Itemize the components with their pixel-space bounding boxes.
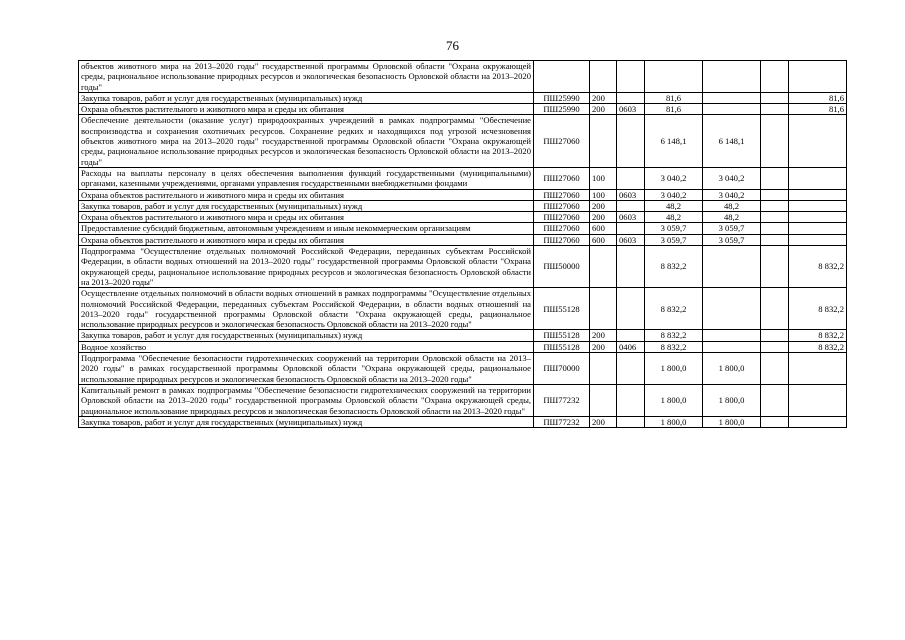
row-code-cell: ПШ27060 <box>534 115 590 167</box>
row-regional-cell: 3 040,2 <box>703 167 761 189</box>
row-code-cell: ПШ77232 <box>534 384 590 416</box>
row-extra-cell <box>761 104 789 115</box>
row-federal-cell <box>789 115 847 167</box>
row-name-cell: Обеспечение деятельности (оказание услуг) природоохранных учреждений в рамках подпрограммы "Обеспечение воспроизводства и сохранения охотничьих ресурсов. Сохранение редких и находящихся под угрозой исчезновения объектов животного мира на 2013–2020 годы" государственной программы Орловской области "Охрана окружающей среды, рациональное использование природных ресурсов и экологическая безопасность Орловской области на 2013–2020 годы" <box>79 115 534 167</box>
row-expense-type-cell: 200 <box>590 92 617 103</box>
row-name-cell: Предоставление субсидий бюджетным, автономным учреждениям и иным некоммерческим организациям <box>79 223 534 234</box>
row-extra-cell <box>761 330 789 341</box>
row-total-cell: 8 832,2 <box>645 246 703 288</box>
row-federal-cell: 81,6 <box>789 104 847 115</box>
table-row <box>79 212 847 223</box>
row-section-cell <box>617 223 645 234</box>
row-regional-cell <box>703 104 761 115</box>
row-section-cell <box>617 416 645 427</box>
row-code-cell <box>534 61 590 93</box>
row-expense-type-cell: 200 <box>590 200 617 211</box>
row-extra-cell <box>761 92 789 103</box>
row-name-cell: Охрана объектов растительного и животного мира и среды их обитания <box>79 189 534 200</box>
row-federal-cell <box>789 212 847 223</box>
row-regional-cell <box>703 92 761 103</box>
row-total-cell: 1 800,0 <box>645 384 703 416</box>
row-name-cell: Охрана объектов растительного и животного мира и среды их обитания <box>79 104 534 115</box>
row-federal-cell <box>789 167 847 189</box>
row-name-cell: Охрана объектов растительного и животного мира и среды их обитания <box>79 234 534 245</box>
row-total-cell: 48,2 <box>645 200 703 211</box>
row-total-cell: 3 059,7 <box>645 234 703 245</box>
row-name-cell: Осуществление отдельных полномочий в области водных отношений в рамках подпрограммы "Осуществление отдельных полномочий Российской Федерации, переданных субъектам Российской Федерации, в области водных отношений на 2013–2020 годы" государственной программы Орловской области "Охрана окружающей среды, рациональное использование природных ресурсов и экологическая безопасность Орловской области на 2013–2020 годы" <box>79 288 534 330</box>
table-row <box>79 92 847 103</box>
row-section-cell <box>617 200 645 211</box>
row-federal-cell: 8 832,2 <box>789 246 847 288</box>
table-row <box>79 416 847 427</box>
page-number: 76 <box>446 38 459 53</box>
row-expense-type-cell: 200 <box>590 341 617 352</box>
row-federal-cell <box>789 384 847 416</box>
row-expense-type-cell: 100 <box>590 167 617 189</box>
row-extra-cell <box>761 212 789 223</box>
row-code-cell: ПШ77232 <box>534 416 590 427</box>
row-extra-cell <box>761 341 789 352</box>
row-extra-cell <box>761 384 789 416</box>
row-name-cell: Капитальный ремонт в рамках подпрограммы "Обеспечение безопасности гидротехнических сооружений на территории Орловской области на 2013–2020 годы" государственной программы Орловской области "Охрана окружающей среды, рациональное использование природных ресурсов и экологическая безопасность Орловской области на 2013–2020 годы" <box>79 384 534 416</box>
row-name-cell: Подпрограмма "Осуществление отдельных полномочий Российской Федерации, переданных субъектам Российской Федерации, в области водных отношений на 2013–2020 годы" государственной программы Орловской области "Охрана окружающей среды, рациональное использование природных ресурсов и экологическая безопасность Орловской области на 2013–2020 годы" <box>79 246 534 288</box>
table-row <box>79 223 847 234</box>
row-total-cell: 8 832,2 <box>645 330 703 341</box>
row-section-cell <box>617 330 645 341</box>
table-row <box>79 288 847 330</box>
row-code-cell: ПШ27060 <box>534 234 590 245</box>
row-section-cell <box>617 246 645 288</box>
row-extra-cell <box>761 189 789 200</box>
row-code-cell: ПШ55128 <box>534 330 590 341</box>
row-section-cell <box>617 115 645 167</box>
row-regional-cell: 3 059,7 <box>703 234 761 245</box>
table-row <box>79 61 847 93</box>
row-code-cell: ПШ70000 <box>534 353 590 385</box>
row-code-cell: ПШ27060 <box>534 212 590 223</box>
row-code-cell: ПШ27060 <box>534 223 590 234</box>
row-expense-type-cell <box>590 353 617 385</box>
table-row <box>79 330 847 341</box>
row-extra-cell <box>761 353 789 385</box>
row-regional-cell: 6 148,1 <box>703 115 761 167</box>
row-extra-cell <box>761 200 789 211</box>
row-extra-cell <box>761 288 789 330</box>
row-regional-cell: 48,2 <box>703 212 761 223</box>
row-expense-type-cell <box>590 246 617 288</box>
row-code-cell: ПШ27060 <box>534 200 590 211</box>
row-expense-type-cell <box>590 115 617 167</box>
row-extra-cell <box>761 416 789 427</box>
row-name-cell: Водное хозяйство <box>79 341 534 352</box>
row-regional-cell: 1 800,0 <box>703 416 761 427</box>
row-total-cell <box>645 61 703 93</box>
row-expense-type-cell: 200 <box>590 212 617 223</box>
table-row <box>79 167 847 189</box>
row-section-cell: 0603 <box>617 189 645 200</box>
row-total-cell: 1 800,0 <box>645 416 703 427</box>
row-expense-type-cell: 200 <box>590 104 617 115</box>
row-name-cell: Подпрограмма "Обеспечение безопасности гидротехнических сооружений на территории Орловской области на 2013–2020 годы" в рамках государственной программы Орловской области "Охрана окружающей среды, рациональное использование природных ресурсов и экологическая безопасность Орловской области на 2013–2020 годы" <box>79 353 534 385</box>
row-regional-cell: 48,2 <box>703 200 761 211</box>
row-federal-cell <box>789 223 847 234</box>
table-row <box>79 115 847 167</box>
row-section-cell <box>617 288 645 330</box>
row-name-cell: Закупка товаров, работ и услуг для государственных (муниципальных) нужд <box>79 200 534 211</box>
row-regional-cell <box>703 61 761 93</box>
row-name-cell: Охрана объектов растительного и животного мира и среды их обитания <box>79 212 534 223</box>
row-section-cell: 0603 <box>617 104 645 115</box>
row-regional-cell: 1 800,0 <box>703 384 761 416</box>
row-expense-type-cell: 200 <box>590 416 617 427</box>
table-row <box>79 246 847 288</box>
row-federal-cell: 8 832,2 <box>789 330 847 341</box>
row-name-cell: Закупка товаров, работ и услуг для государственных (муниципальных) нужд <box>79 330 534 341</box>
row-code-cell: ПШ50000 <box>534 246 590 288</box>
row-total-cell: 3 040,2 <box>645 167 703 189</box>
row-regional-cell <box>703 341 761 352</box>
row-extra-cell <box>761 115 789 167</box>
row-federal-cell: 8 832,2 <box>789 341 847 352</box>
row-federal-cell <box>789 353 847 385</box>
row-regional-cell: 3 040,2 <box>703 189 761 200</box>
row-section-cell: 0603 <box>617 234 645 245</box>
table-row <box>79 189 847 200</box>
row-section-cell: 0603 <box>617 212 645 223</box>
table-row <box>79 384 847 416</box>
row-section-cell <box>617 167 645 189</box>
row-total-cell: 1 800,0 <box>645 353 703 385</box>
row-code-cell: ПШ25990 <box>534 104 590 115</box>
row-regional-cell: 3 059,7 <box>703 223 761 234</box>
row-expense-type-cell <box>590 288 617 330</box>
row-regional-cell: 1 800,0 <box>703 353 761 385</box>
row-federal-cell <box>789 200 847 211</box>
row-extra-cell <box>761 223 789 234</box>
row-extra-cell <box>761 246 789 288</box>
row-regional-cell <box>703 330 761 341</box>
row-expense-type-cell: 100 <box>590 189 617 200</box>
row-section-cell <box>617 61 645 93</box>
row-section-cell <box>617 353 645 385</box>
row-total-cell: 48,2 <box>645 212 703 223</box>
row-federal-cell <box>789 61 847 93</box>
row-total-cell: 6 148,1 <box>645 115 703 167</box>
table-row <box>79 341 847 352</box>
row-section-cell <box>617 384 645 416</box>
row-code-cell: ПШ55128 <box>534 341 590 352</box>
row-extra-cell <box>761 167 789 189</box>
table-body <box>79 61 847 428</box>
row-expense-type-cell: 600 <box>590 223 617 234</box>
row-federal-cell: 8 832,2 <box>789 288 847 330</box>
row-name-cell: Закупка товаров, работ и услуг для государственных (муниципальных) нужд <box>79 416 534 427</box>
row-code-cell: ПШ27060 <box>534 167 590 189</box>
row-name-cell: Закупка товаров, работ и услуг для государственных (муниципальных) нужд <box>79 92 534 103</box>
table-row <box>79 104 847 115</box>
row-expense-type-cell <box>590 384 617 416</box>
row-federal-cell <box>789 189 847 200</box>
budget-table <box>78 60 847 428</box>
row-federal-cell: 81,6 <box>789 92 847 103</box>
row-name-cell: объектов животного мира на 2013–2020 годы" государственной программы Орловской области "Охрана окружающей среды, рациональное использование природных ресурсов и экологическая безопасность Орловской области на 2013–2020 годы" <box>79 61 534 93</box>
row-total-cell: 3 059,7 <box>645 223 703 234</box>
row-extra-cell <box>761 234 789 245</box>
row-federal-cell <box>789 416 847 427</box>
row-expense-type-cell <box>590 61 617 93</box>
row-total-cell: 3 040,2 <box>645 189 703 200</box>
row-code-cell: ПШ25990 <box>534 92 590 103</box>
row-expense-type-cell: 600 <box>590 234 617 245</box>
row-section-cell: 0406 <box>617 341 645 352</box>
row-regional-cell <box>703 288 761 330</box>
row-total-cell: 81,6 <box>645 104 703 115</box>
row-extra-cell <box>761 61 789 93</box>
row-code-cell: ПШ55128 <box>534 288 590 330</box>
table-row <box>79 234 847 245</box>
row-code-cell: ПШ27060 <box>534 189 590 200</box>
row-regional-cell <box>703 246 761 288</box>
table-row <box>79 200 847 211</box>
row-total-cell: 8 832,2 <box>645 288 703 330</box>
row-total-cell: 81,6 <box>645 92 703 103</box>
table-row <box>79 353 847 385</box>
row-section-cell <box>617 92 645 103</box>
row-expense-type-cell: 200 <box>590 330 617 341</box>
row-total-cell: 8 832,2 <box>645 341 703 352</box>
row-federal-cell <box>789 234 847 245</box>
row-name-cell: Расходы на выплаты персоналу в целях обеспечения выполнения функций государственными (муниципальными) органами, казенными учреждениями, органами управления государственными внебюджетными фондами <box>79 167 534 189</box>
